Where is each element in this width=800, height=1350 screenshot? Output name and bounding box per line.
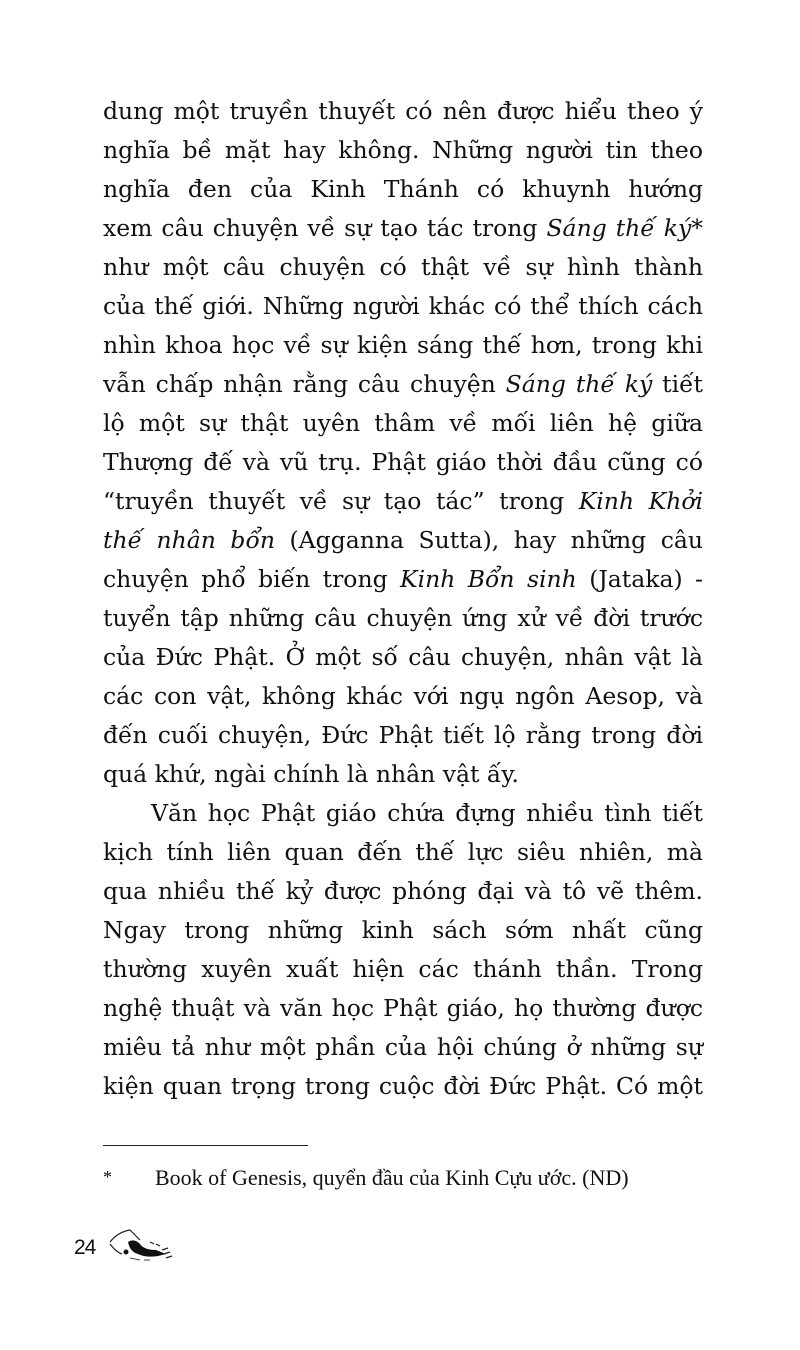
text-segment: Ngay trong những kinh sách sớm nhất cũng (103, 916, 703, 944)
text-segment: như một câu chuyện có thật về sự hình thành (103, 253, 703, 281)
text-segment: Văn học Phật giáo chứa đựng nhiều tình tiết (151, 799, 703, 827)
text-line (103, 521, 703, 560)
text-line (103, 677, 703, 716)
italic-title: Sáng thế ký* (546, 214, 703, 242)
text-segment: tiết (652, 370, 703, 398)
text-line (103, 326, 703, 365)
text-segment: đến cuối chuyện, Đức Phật tiết lộ rằng trong đời (103, 721, 703, 749)
text-segment: nghĩa đen của Kinh Thánh có khuynh hướng (103, 175, 703, 203)
text-segment: các con vật, không khác với ngụ ngôn Aesop, và (103, 682, 703, 710)
text-segment: kịch tính liên quan đến thế lực siêu nhiên, mà (103, 838, 703, 866)
page-folio (74, 1228, 194, 1268)
page-number: 24 (74, 1236, 96, 1259)
text-line (103, 1028, 703, 1067)
text-line (103, 794, 703, 833)
footnote-text: Book of Genesis, quyển đầu của Kinh Cựu ước. (ND) (155, 1165, 629, 1190)
text-segment: dung một truyền thuyết có nên được hiểu theo ý (103, 97, 703, 125)
text-segment: chuyện phổ biến trong (103, 565, 401, 593)
text-segment: nhìn khoa học về sự kiện sáng thế hơn, trong khi (103, 331, 703, 359)
text-line (103, 833, 703, 872)
text-line (103, 287, 703, 326)
text-segment: của Đức Phật. Ở một số câu chuyện, nhân vật là (103, 643, 703, 671)
text-segment: kiện quan trọng trong cuộc đời Đức Phật. Có một (103, 1072, 703, 1100)
text-line (103, 482, 703, 521)
text-line (103, 716, 703, 755)
text-line (103, 872, 703, 911)
text-line (103, 599, 703, 638)
text-segment: (Jataka) - (576, 565, 703, 593)
text-segment: nghĩa bề mặt hay không. Những người tin theo (103, 136, 703, 164)
footnote-divider (103, 1145, 308, 1146)
text-line (103, 443, 703, 482)
text-segment: xem câu chuyện về sự tạo tác trong (103, 214, 547, 242)
text-line (103, 911, 703, 950)
text-segment: thường xuyên xuất hiện các thánh thần. Trong (103, 955, 703, 983)
text-segment: lộ một sự thật uyên thâm về mối liên hệ giữa (103, 409, 703, 437)
text-segment: tuyển tập những câu chuyện ứng xử về đời trước (103, 604, 703, 632)
text-segment: “truyền thuyết về sự tạo tác” trong (103, 487, 579, 515)
text-line (103, 1067, 703, 1106)
text-line (103, 755, 703, 794)
text-line (103, 560, 703, 599)
text-line (103, 131, 703, 170)
text-segment: Thượng đế và vũ trụ. Phật giáo thời đầu cũng có (103, 448, 703, 476)
italic-title: Kinh Khởi (578, 487, 703, 515)
footnote-marker: * (103, 1167, 112, 1187)
text-line (103, 209, 703, 248)
text-segment: vẫn chấp nhận rằng câu chuyện (103, 370, 506, 398)
text-segment: quá khứ, ngài chính là nhân vật ấy. (103, 760, 519, 788)
text-line (103, 404, 703, 443)
text-segment: (Agganna Sutta), hay những câu (274, 526, 703, 554)
text-segment: miêu tả như một phần của hội chúng ở những sự (103, 1033, 703, 1061)
text-line (103, 248, 703, 287)
text-line (103, 92, 703, 131)
text-line (103, 365, 703, 404)
text-segment: của thế giới. Những người khác có thể thích cách (103, 292, 703, 320)
decorative-ornament-icon (100, 1228, 180, 1264)
text-line (103, 989, 703, 1028)
footnote (103, 1165, 703, 1191)
body-text (103, 92, 703, 1106)
text-line (103, 638, 703, 677)
text-line (103, 950, 703, 989)
italic-title: Kinh Bổn sinh (400, 565, 577, 593)
text-segment: nghệ thuật và văn học Phật giáo, họ thường được (103, 994, 703, 1022)
italic-title: Sáng thế ký (505, 370, 653, 398)
text-line (103, 170, 703, 209)
text-segment: qua nhiều thế kỷ được phóng đại và tô vẽ thêm. (103, 877, 703, 905)
italic-title: thế nhân bổn (103, 526, 275, 554)
